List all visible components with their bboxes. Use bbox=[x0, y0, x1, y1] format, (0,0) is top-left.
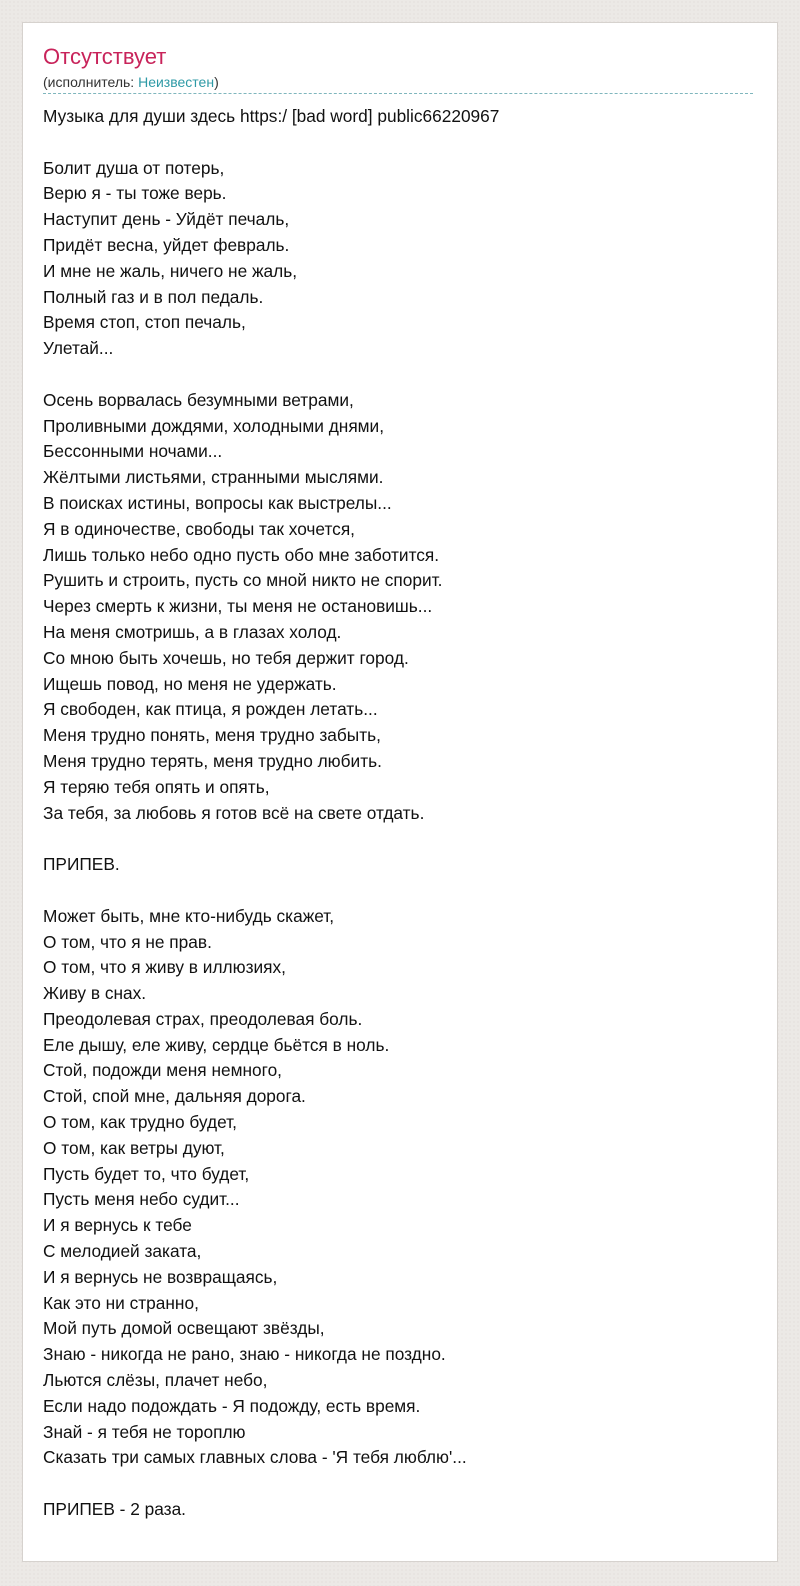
lyric-line: Может быть, мне кто-нибудь скажет, bbox=[43, 905, 335, 926]
lyric-line: ПРИПЕВ. bbox=[43, 854, 120, 875]
artist-line bbox=[43, 73, 219, 91]
lyric-line: С мелодией заката, bbox=[43, 1241, 202, 1262]
lyric-line: Пусть будет то, что будет, bbox=[43, 1163, 250, 1184]
title-divider bbox=[43, 93, 753, 94]
lyric-line: Меня трудно понять, меня трудно забыть, bbox=[43, 725, 381, 746]
lyric-line: И я вернусь не возвращаясь, bbox=[43, 1266, 278, 1287]
lyric-line: ПРИПЕВ - 2 раза. bbox=[43, 1499, 186, 1520]
lyric-line: О том, как трудно будет, bbox=[43, 1112, 237, 1133]
song-title: Отсутствует bbox=[43, 44, 167, 69]
lyrics-card bbox=[22, 22, 778, 1562]
lyric-line: О том, что я не прав. bbox=[43, 931, 212, 952]
lyric-line: Пусть меня небо судит... bbox=[43, 1189, 240, 1210]
lyric-blank-line bbox=[43, 1471, 759, 1497]
lyric-line: Ищешь повод, но меня не удержать. bbox=[43, 673, 337, 694]
lyric-line: Еле дышу, еле живу, сердце бьётся в ноль. bbox=[43, 1034, 390, 1055]
lyric-line: Через смерть к жизни, ты меня не остановишь... bbox=[43, 596, 433, 617]
lyric-line: Верю я - ты тоже верь. bbox=[43, 183, 227, 204]
lyric-line: Я свободен, как птица, я рожден летать... bbox=[43, 699, 378, 720]
lyric-line: Лишь только небо одно пусть обо мне заботится. bbox=[43, 544, 440, 565]
lyric-line: Знай - я тебя не тороплю bbox=[43, 1421, 246, 1442]
lyric-line: Время стоп, стоп печаль, bbox=[43, 312, 246, 333]
lyric-line: За тебя, за любовь я готов всё на свете отдать. bbox=[43, 802, 425, 823]
lyric-line: О том, как ветры дуют, bbox=[43, 1137, 225, 1158]
lyric-line: Бессонными ночами... bbox=[43, 441, 223, 462]
artist-suffix: ) bbox=[214, 74, 219, 90]
lyric-blank-line bbox=[43, 130, 759, 156]
lyric-line: Знаю - никогда не рано, знаю - никогда не поздно. bbox=[43, 1344, 446, 1365]
lyric-line: Музыка для души здесь https:/ [bad word] public66220967 bbox=[43, 106, 500, 126]
lyric-blank-line bbox=[43, 826, 759, 852]
lyric-line: Жёлтыми листьями, странными мыслями. bbox=[43, 467, 384, 488]
lyric-line: Мой путь домой освещают звёзды, bbox=[43, 1318, 325, 1339]
lyric-line: На меня смотришь, а в глазах холод. bbox=[43, 621, 342, 642]
lyric-line: Осень ворвалась безумными ветрами, bbox=[43, 389, 354, 410]
lyric-line: Со мною быть хочешь, но тебя держит город. bbox=[43, 647, 409, 668]
lyric-line: Живу в снах. bbox=[43, 983, 147, 1004]
lyric-line: Стой, подожди меня немного, bbox=[43, 1060, 282, 1081]
lyric-line: Если надо подождать - Я подожду, есть время. bbox=[43, 1395, 421, 1416]
lyric-line: В поисках истины, вопросы как выстрелы... bbox=[43, 492, 392, 513]
lyric-line: Улетай... bbox=[43, 338, 114, 359]
lyric-line: Стой, спой мне, дальняя дорога. bbox=[43, 1086, 306, 1107]
lyric-line: Болит душа от потерь, bbox=[43, 157, 225, 178]
lyric-line: Рушить и строить, пусть со мной никто не спорит. bbox=[43, 570, 443, 591]
lyric-line: Я теряю тебя опять и опять, bbox=[43, 776, 270, 797]
lyric-line: Преодолевая страх, преодолевая боль. bbox=[43, 1008, 363, 1029]
lyric-line: И мне не жаль, ничего не жаль, bbox=[43, 260, 298, 281]
lyric-line: Сказать три самых главных слова - 'Я тебя люблю'... bbox=[43, 1447, 467, 1468]
lyric-line: Как это ни странно, bbox=[43, 1292, 199, 1313]
artist-link[interactable]: Неизвестен bbox=[138, 74, 215, 90]
lyric-line: Льются слёзы, плачет небо, bbox=[43, 1370, 268, 1391]
lyric-line: О том, что я живу в иллюзиях, bbox=[43, 957, 286, 978]
lyric-line: Придёт весна, уйдет февраль. bbox=[43, 234, 290, 255]
lyric-line: Полный газ и в пол педаль. bbox=[43, 286, 264, 307]
lyric-line: Я в одиночестве, свободы так хочется, bbox=[43, 518, 355, 539]
lyric-blank-line bbox=[43, 878, 759, 904]
artist-prefix: (исполнитель: bbox=[43, 74, 139, 90]
lyrics-text bbox=[43, 104, 759, 1523]
lyric-line: И я вернусь к тебе bbox=[43, 1215, 192, 1236]
lyric-line: Проливными дождями, холодными днями, bbox=[43, 415, 385, 436]
lyric-line: Меня трудно терять, меня трудно любить. bbox=[43, 750, 382, 771]
lyric-line: Наступит день - Уйдёт печаль, bbox=[43, 209, 290, 230]
lyric-blank-line bbox=[43, 362, 759, 388]
